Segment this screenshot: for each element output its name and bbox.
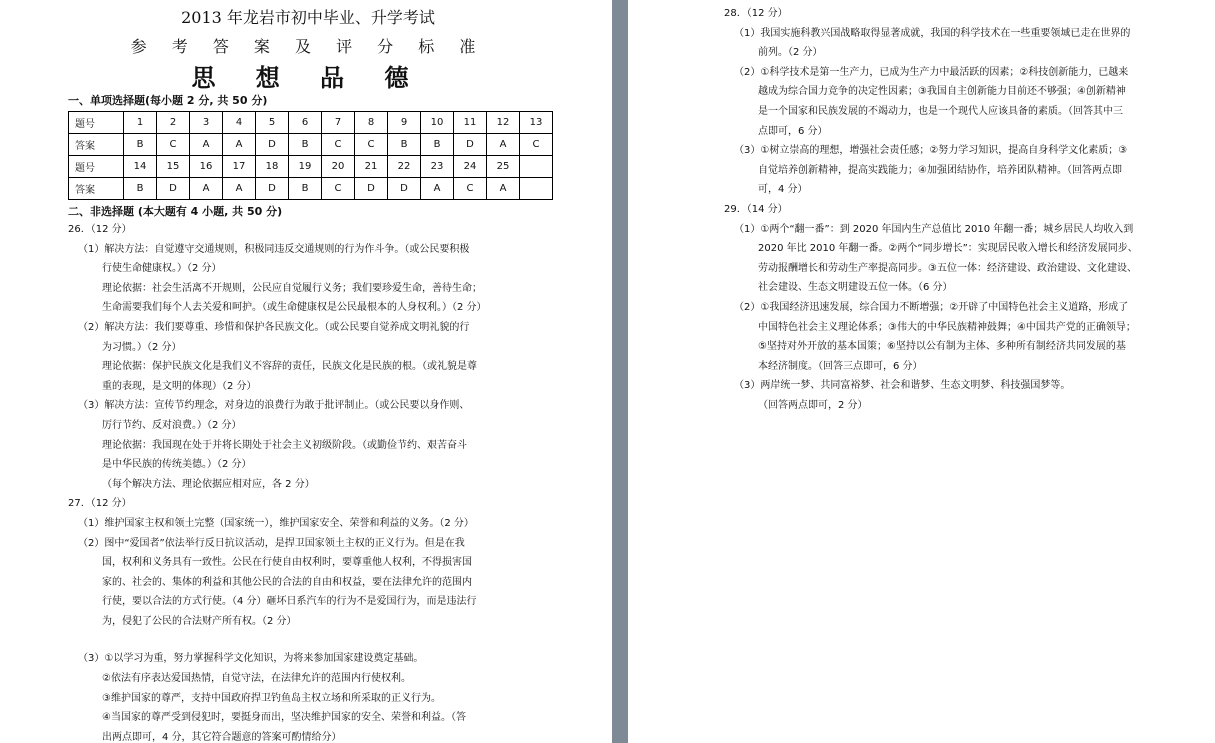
table-cell: B	[124, 134, 157, 156]
question-number-row	[69, 112, 553, 134]
table-cell: C	[322, 178, 355, 200]
text-line: （3）两岸统一梦、共同富裕梦、社会和谐梦、生态文明梦、科技强国梦等。	[734, 380, 1071, 392]
table-cell: 16	[190, 156, 223, 178]
row-header: 答案	[69, 178, 124, 200]
text-line: （1）维护国家主权和领土完整（国家统一），维护国家安全、荣誉和利益的义务。（2 分）	[78, 517, 474, 529]
text-line: （2）解决方法：我们要尊重、珍惜和保护各民族文化。（或公民要自觉养成文明礼貌的行	[78, 321, 470, 333]
text-line: 理论依据：社会生活离不开规则，公民应自觉履行义务；我们要珍爱生命，善待生命；	[102, 282, 482, 294]
table-cell: C	[454, 178, 487, 200]
text-line: ④当国家的尊严受到侵犯时，要挺身而出，坚决维护国家的安全、荣誉和利益。（答	[102, 712, 466, 724]
text-line: （2）图中“爱国者”依法举行反日抗议活动，是捍卫国家领土主权的正义行为。但是在我	[78, 537, 465, 549]
table-cell: 4	[223, 112, 256, 134]
table-cell: C	[157, 134, 190, 156]
text-line: 26．（12 分）	[68, 224, 132, 235]
table-cell: D	[157, 178, 190, 200]
table-cell	[520, 178, 553, 200]
text-line: （回答两点即可，2 分）	[758, 399, 868, 411]
text-line: 劳动报酬增长和劳动生产率提高同步。③五位一体：经济建设、政治建设、文化建设、	[758, 262, 1137, 274]
text-line: 理论依据：我国现在处于并将长期处于社会主义初级阶段。（或勤俭节约、艰苦奋斗	[102, 439, 467, 451]
table-cell	[520, 156, 553, 178]
table-cell: 20	[322, 156, 355, 178]
table-cell: A	[487, 178, 520, 200]
table-cell: 13	[520, 112, 553, 134]
text-line: 自觉培养创新精神，提高实践能力；④加强团结协作，培养团队精神。（回答两点即	[758, 164, 1122, 176]
table-cell: A	[421, 178, 454, 200]
text-line: 是中华民族的传统美德。）（2 分）	[102, 459, 252, 471]
text-line: 28．（12 分）	[724, 8, 788, 19]
exam-title: 2013 年龙岩市初中毕业、升学考试	[181, 8, 435, 27]
table-cell: A	[190, 134, 223, 156]
table-cell: 14	[124, 156, 157, 178]
table-cell: 18	[256, 156, 289, 178]
table-cell: C	[322, 134, 355, 156]
text-line: 中国特色社会主义理论体系；③伟大的中华民族精神鼓舞；④中国共产党的正确领导；	[758, 321, 1136, 333]
table-cell: C	[355, 134, 388, 156]
table-cell: 22	[388, 156, 421, 178]
table-cell: B	[421, 134, 454, 156]
text-line: 为习惯。）（2 分）	[102, 341, 182, 353]
table-cell: B	[388, 134, 421, 156]
page-gap	[612, 0, 628, 743]
section-1-heading: 一、单项选择题(每小题 2 分, 共 50 分)	[68, 94, 268, 107]
text-line: 行使，要以合法的方式行使。（4 分）砸坏日系汽车的行为不是爱国行为，而是违法行	[102, 596, 477, 608]
text-line: 2020 年比 2010 年翻一番。②两个“同步增长”：实现居民收入增长和经济发展同步、	[758, 243, 1138, 255]
table-cell: 17	[223, 156, 256, 178]
text-line: 理论依据：保护民族文化是我们义不容辞的责任，民族文化是民族的根。（或礼貌是尊	[102, 361, 477, 373]
table-cell: 8	[355, 112, 388, 134]
section-2-heading: 二、非选择题 (本大题有 4 小题, 共 50 分)	[68, 205, 283, 218]
answer-row	[69, 134, 553, 156]
table-cell: 25	[487, 156, 520, 178]
table-cell: D	[388, 178, 421, 200]
text-line: （3）①以学习为重，努力掌握科学文化知识，为将来参加国家建设奠定基础。	[78, 653, 424, 665]
text-line: （1）①两个“翻一番”：到 2020 年国内生产总值比 2010 年翻一番；城乡居民人均收入到	[734, 223, 1134, 235]
text-line: 可，4 分）	[758, 184, 808, 196]
question-number-row	[69, 156, 553, 178]
table-cell: D	[256, 134, 289, 156]
table-cell: 23	[421, 156, 454, 178]
text-line: （3）①树立崇高的理想，增强社会责任感；②努力学习知识，提高自身科学文化素质；③	[734, 145, 1128, 157]
table-cell: B	[289, 134, 322, 156]
table-cell: 1	[124, 112, 157, 134]
text-line: （3）解决方法：宣传节约理念，对身边的浪费行为敢于批评制止。（或公民要以身作则、	[78, 400, 470, 412]
table-cell: 10	[421, 112, 454, 134]
table-cell: B	[289, 178, 322, 200]
text-line: （每个解决方法、理论依据应相对应，各 2 分）	[102, 478, 315, 490]
text-line: 29．（14 分）	[724, 203, 788, 215]
table-cell: 11	[454, 112, 487, 134]
table-cell: D	[256, 178, 289, 200]
table-cell: A	[487, 134, 520, 156]
text-line: 社会建设、生态文明建设五位一体。（6 分）	[758, 282, 953, 294]
text-line: 越成为综合国力竞争的决定性因素；③我国自主创新能力目前还不够强；④创新精神	[758, 86, 1126, 98]
row-header: 题号	[69, 156, 124, 178]
text-line: 国，权利和义务具有一致性。公民在行使自由权利时，要尊重他人权利，不得损害国	[102, 557, 472, 569]
text-line: （2）①我国经济迅速发展，综合国力不断增强；②开辟了中国特色社会主义道路，形成了	[734, 301, 1129, 313]
table-cell: 3	[190, 112, 223, 134]
table-cell: 2	[157, 112, 190, 134]
answer-table	[68, 111, 553, 200]
table-cell: 12	[487, 112, 520, 134]
table-cell: 7	[322, 112, 355, 134]
text-line: ③维护国家的尊严，支持中国政府捍卫钓鱼岛主权立场和所采取的正义行为。	[102, 692, 441, 704]
text-line: （1）我国实施科教兴国战略取得显著成就，我国的科学技术在一些重要领域已走在世界的	[734, 27, 1131, 39]
text-line: （1）解决方法：自觉遵守交通规则，积极同违反交通规则的行为作斗争。（或公民要积极	[78, 243, 470, 255]
text-line: 厉行节约、反对浪费。）（2 分）	[102, 419, 242, 431]
text-line: （2）①科学技术是第一生产力，已成为生产力中最活跃的因素；②科技创新能力，已越来	[734, 66, 1129, 78]
answer-row	[69, 178, 553, 200]
table-cell: A	[223, 178, 256, 200]
text-line: 前列。（2 分）	[758, 47, 823, 59]
table-cell: 5	[256, 112, 289, 134]
text-line: 行使生命健康权。）（2 分）	[102, 263, 222, 275]
table-cell: D	[454, 134, 487, 156]
exam-subtitle: 参 考 答 案 及 评 分 标 准	[130, 37, 486, 56]
table-cell: 15	[157, 156, 190, 178]
blank-line	[68, 631, 612, 649]
text-line: 家的、社会的、集体的利益和其他公民的合法的自由和权益，要在法律允许的范围内	[102, 576, 472, 588]
row-header: 题号	[69, 112, 124, 134]
table-cell: 21	[355, 156, 388, 178]
text-line: ⑤坚持对外开放的基本国策；⑥坚持以公有制为主体、多种所有制经济共同发展的基	[758, 341, 1126, 353]
table-cell: 6	[289, 112, 322, 134]
subject-title: 思 想 品 德	[191, 64, 425, 92]
text-line: 重的表现，是文明的体现）（2 分）	[102, 380, 257, 392]
text-line: 27．（12 分）	[68, 498, 132, 510]
text-line: 点即可，6 分）	[758, 125, 828, 137]
table-cell: 24	[454, 156, 487, 178]
text-line: 是一个国家和民族发展的不竭动力，也是一个现代人应该具备的素质。（回答其中三	[758, 105, 1123, 117]
text-line: 本经济制度。（回答三点即可，6 分）	[758, 360, 923, 372]
text-line: 出两点即可，4 分，其它符合题意的答案可酌情给分）	[102, 731, 342, 743]
row-header: 答案	[69, 134, 124, 156]
text-line: 为，侵犯了公民的合法财产所有权。（2 分）	[102, 615, 297, 627]
document-page-right	[628, 0, 1215, 743]
table-cell: 19	[289, 156, 322, 178]
text-line: 生命需要我们每个人去关爱和呵护。（或生命健康权是公民最根本的人身权利。）（2 分）	[102, 302, 487, 314]
table-cell: A	[223, 134, 256, 156]
right-answer-text	[724, 4, 1215, 415]
table-cell: D	[355, 178, 388, 200]
text-line: ②依法有序表达爱国热情，自觉守法，在法律允许的范围内行使权利。	[102, 673, 411, 685]
table-cell: C	[520, 134, 553, 156]
left-answer-text	[68, 220, 612, 743]
table-cell: 9	[388, 112, 421, 134]
table-cell: A	[190, 178, 223, 200]
table-cell: B	[124, 178, 157, 200]
